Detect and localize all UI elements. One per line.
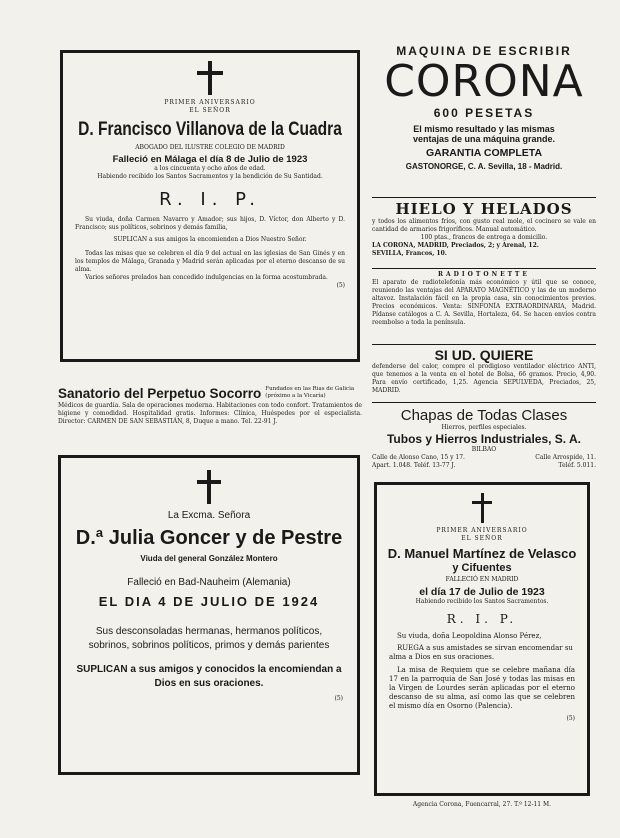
- chapas-right-1: Calle Arrospide, 11.: [535, 454, 596, 461]
- aniversario-label: PRIMER ANIVERSARIO: [164, 99, 256, 106]
- deceased-name: D.ª Julia Goncer y de Pestre: [75, 527, 343, 549]
- quiere-title: SI UD. QUIERE: [434, 347, 534, 363]
- masses-text: La misa de Requiem que se celebre mañana día 17 en la parroquia de San José y todas las misas en la Virgen de Lourdes serán aplicadas por el eterno descanso de su alma, así como las que se celebren el mismo día en Osorno (Palencia).: [389, 666, 575, 710]
- quiere-ad: [372, 344, 596, 398]
- death-date: el día 17 de Julio de 1923: [419, 586, 545, 598]
- cross-icon: [197, 470, 221, 504]
- family-text: Sus desconsoladas hermanas, hermanos políticos, sobrinos, sobrinos políticos, primos y demás parientes: [88, 626, 330, 651]
- hielo-text: y todos los alimentos fríos, con gusto real mole, el cocinero se vale en cantidad de armarios frigoríficos. Manual automático.: [372, 218, 596, 233]
- sanatorio-title: Sanatorio del Perpetuo Socorro: [58, 386, 262, 401]
- indulgences-text: Varios señores prelados han concedido indulgencias en la forma acostumbrada.: [85, 274, 328, 281]
- corona-guarantee: GARANTIA COMPLETA: [425, 147, 543, 159]
- deceased-name-2: y Cifuentes: [452, 562, 512, 574]
- corona-slogan-2: ventajas de una máquina grande.: [412, 134, 556, 144]
- chapas-city: BILBAO: [471, 446, 497, 453]
- sacraments-line: Habiendo recibido los Santos Sacramentos y la bendición de Su Santidad.: [97, 173, 323, 180]
- aniversario-label: PRIMER ANIVERSARIO: [436, 527, 528, 534]
- suplican-text: SUPLICAN a sus amigos la encomienden a Dios Nuestro Señor.: [113, 236, 307, 243]
- ruega-text: RUEGA a sus amistades se sirvan encomendar su alma a Dios en sus oraciones.: [389, 644, 573, 661]
- widow-line: Viuda del general González Montero: [140, 554, 278, 563]
- corona-slogan-1: El mismo resultado y las mismas: [413, 124, 555, 134]
- death-line: Falleció en Bad-Nauheim (Alemania): [127, 577, 291, 588]
- corona-header: MAQUINA DE ESCRIBIR: [396, 44, 572, 58]
- ref-number: (5): [334, 695, 343, 702]
- chapas-right-2: Teléf. 5.011.: [558, 462, 596, 469]
- chapas-title: Chapas de Todas Clases: [400, 407, 568, 424]
- radio-title: RADIOTONETTE: [438, 271, 530, 278]
- suplican-text: SUPLICAN a sus amigos y conocidos la encomiendan a Dios en sus oraciones.: [76, 664, 342, 689]
- agency-footer: Agencia Corona, Fuencarral, 27. T.º 12-11 M.: [412, 801, 552, 808]
- chapas-subtitle: Hierros, perfiles especiales.: [441, 424, 527, 431]
- age-line: a los cincuenta y ocho años de edad.: [154, 165, 266, 172]
- widow-text: Su viuda, doña Leopoldina Alonso Pérez,: [397, 632, 542, 640]
- profession-line: ABOGADO DEL ILUSTRE COLEGIO DE MADRID: [135, 144, 285, 151]
- hielo-address-1: LA CORONA, MADRID, Preciados, 2; y Arenal, 12.: [372, 242, 539, 249]
- cross-icon: [472, 493, 492, 523]
- death-line: Falleció en Málaga el día 8 de Julio de 1923: [112, 154, 308, 165]
- obituary-martinez: [374, 482, 590, 796]
- quiere-text: defenderse del calor, compre el prodigioso ventilador eléctrico ANTI, que tenemos a la venta en el hotel de Bolsa, 66 gramos. Precio, 4,90. Para envío certificado, 1,25. Agencia SEPULVEDA, Preciados, 25, MADRID.: [372, 363, 596, 394]
- el-senor-label: EL SEÑOR: [461, 535, 503, 542]
- obituary-goncer: [58, 455, 360, 775]
- corona-brand: CORONA: [384, 56, 584, 107]
- hielo-prices: 100 ptas., francos de entrega a domicilio.: [420, 234, 548, 241]
- obituary-villanova: [60, 50, 360, 362]
- deceased-name: D. Francisco Villanova de la Cuadra: [78, 119, 342, 140]
- hielo-ad: [372, 197, 596, 265]
- ref-number: (5): [336, 282, 345, 289]
- chapas-left-1: Calle de Alonso Cano, 15 y 17.: [372, 454, 465, 461]
- radio-ad: [372, 268, 596, 340]
- sanatorio-note: Fundados en las Rías de Galicia (próximo a la Vicaría): [265, 386, 355, 399]
- death-date: EL DIA 4 DE JULIO DE 1924: [98, 594, 320, 609]
- el-senor-label: EL SEÑOR: [189, 107, 231, 114]
- corona-ad: [372, 44, 596, 194]
- hielo-title: HIELO Y HELADOS: [395, 200, 573, 218]
- rip-label: R. I. P.: [446, 612, 518, 626]
- sacraments-line: Habiendo recibido los Santos Sacramentos.: [415, 598, 549, 605]
- hielo-address-2: SEVILLA, Francos, 10.: [372, 250, 447, 257]
- deceased-name: D. Manuel Martínez de Velasco: [387, 546, 577, 561]
- sanatorio-ad: [58, 386, 362, 444]
- sanatorio-text: Médicos de guardia. Sala de operaciones moderna. Habitaciones con todo confort. Tratamientos de higiene y comodidad. Hospitalidad gratis. Informes: Clínica, Huéspedes por el especialista. Director: CARMEN DE SAN SEBASTIÁN, 8, Duque a mano. Tel. 22-91 J.: [58, 402, 362, 425]
- excma-label: La Excma. Señora: [167, 510, 251, 521]
- died-in-line: FALLECIÓ EN MADRID: [445, 576, 519, 583]
- radio-text: El aparato de radiotelefonía más económico y útil que se conoce, reuniendo las ventajas del APARATO MAGNÉTICO y las de un moderno altavoz. Instalación fácil en la propia casa, sin conocimientos previos. Precios económicos. Venta: SINFONÍA EXTRAORDINARIA, Madrid. Pídanse catálogos a C. A. Sevilla, Hortaleza, 64. Se hacen envíos contra reembolso a toda la península.: [372, 279, 596, 326]
- chapas-brand: Tubos y Hierros Industriales, S. A.: [386, 432, 582, 446]
- chapas-ad: [372, 402, 596, 476]
- chapas-left-2: Apart. 1.048. Teléf. 13-77 J.: [372, 462, 456, 469]
- rip-label: R. I. P.: [159, 189, 261, 210]
- cross-icon: [197, 61, 223, 95]
- corona-address: GASTONORGE, C. A. Sevilla, 18 - Madrid.: [405, 162, 563, 171]
- corona-price: 600 PESETAS: [433, 106, 535, 120]
- family-text: Su viuda, doña Carmen Navarro y Amador; sus hijos, D. Víctor, don Alberto y D. Francisco; sus políticos, sobrinos y demás familia,: [75, 216, 345, 231]
- masses-text: Todas las misas que se celebren el día 9 del actual en las iglesias de San Ginés y en los templos de Málaga, Granada y Madrid serán aplicadas por el eterno descanso de su alma.: [75, 250, 345, 273]
- ref-number: (5): [566, 715, 575, 722]
